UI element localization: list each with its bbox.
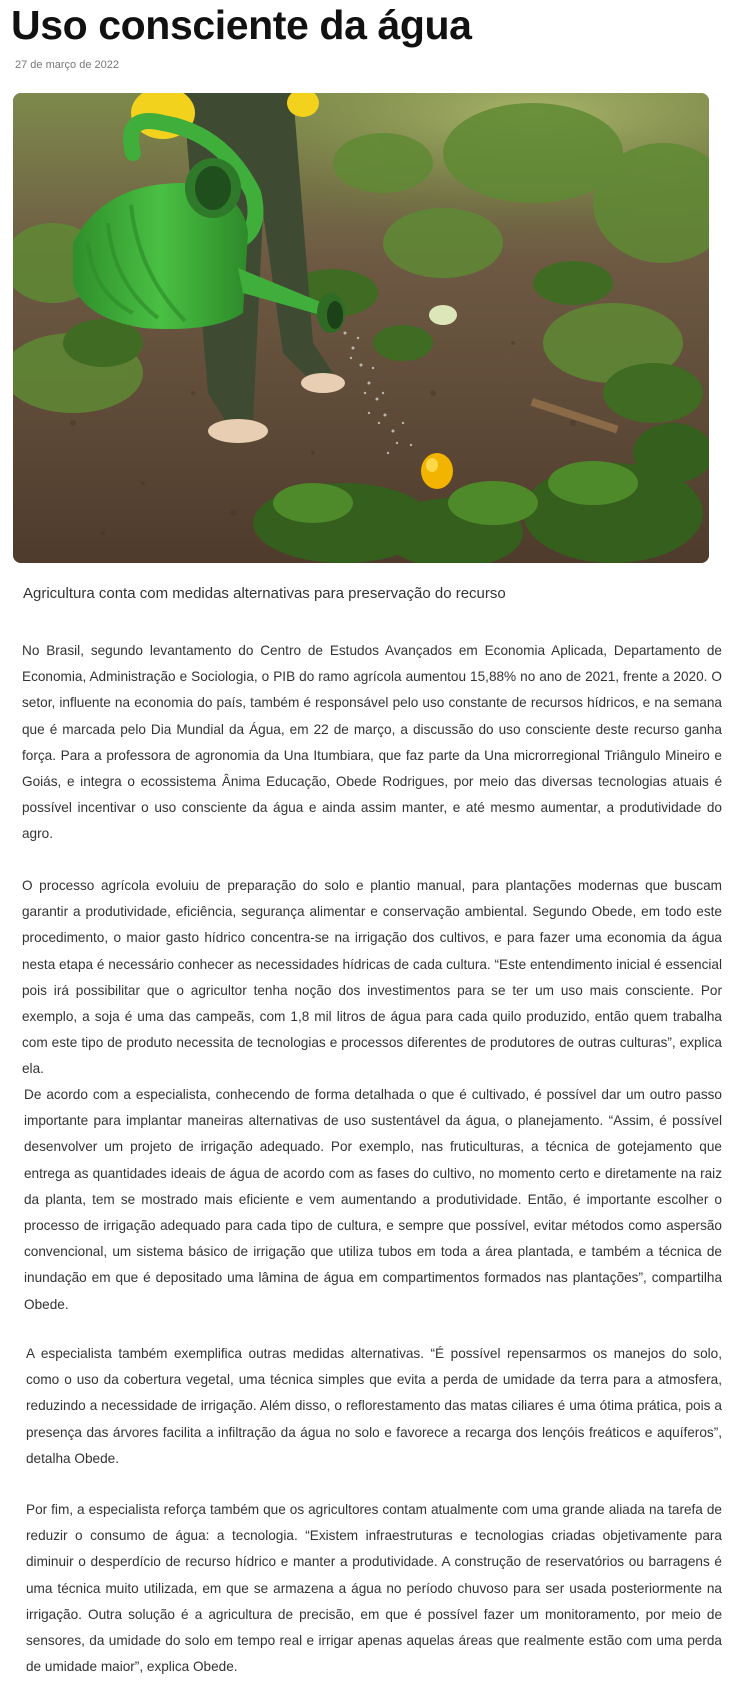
watering-plants-illustration [13,93,709,563]
article-hero-image [13,93,709,563]
article-paragraph: Por fim, a especialista reforça também que os agricultores contam atualmente com uma grande aliada na tarefa de reduzir o consumo de água: a tecnologia. “Existem infraestruturas e tecnologias criadas objetivamente para diminuir o desperdício de recurso hídrico e manter a produtividade. A construção de reservatórios ou barragens é uma técnica muito utilizada, em que se armazena a água no período chuvoso para ser usada posteriormente na irrigação. Outra solução é a agricultura de precisão, em que é possível fazer um monitoramento, por meio de sensores, da umidade do solo em tempo real e irrigar apenas aquelas áreas que realmente estão com uma perda de umidade maior”, explica Obede. [26,1502,722,1675]
article-paragraph: De acordo com a especialista, conhecendo de forma detalhada o que é cultivado, é possível dar um outro passo importante para implantar maneiras alternativas de uso sustentável da água, o planejamento. “Assim, é possível desenvolver um projeto de irrigação adequado. Por exemplo, nas fruticulturas, a técnica de gotejamento que entrega as quantidades ideais de água de acordo com as fases do cultivo, no momento certo e diretamente na raiz da planta, tem se mostrado mais eficiente e vem aumentando a produtividade. Então, é importante escolher o processo de irrigação adequado para cada tipo de cultura, e sempre que possível, evitar métodos como aspersão convencional, um sistema básico de irrigação que utiliza tubos em toda a área plantada, e também a técnica de inundação em que é depositado uma lâmina de água em compartimentos formados nas plantações”, compartilha Obede. [24,1087,722,1312]
article-paragraph: A especialista também exemplifica outras medidas alternativas. “É possível repensarmos os manejos do solo, como o uso da cobertura vegetal, uma técnica simples que evita a perda de umidade da terra para a atmosfera, reduzindo a necessidade de irrigação. Além disso, o reflorestamento das matas ciliares é uma ótima prática, pois a presença das árvores facilita a infiltração da água no solo e favorece a recarga dos lençóis freáticos e aquíferos”, detalha Obede. [26,1346,722,1466]
article-paragraph: No Brasil, segundo levantamento do Centro de Estudos Avançados em Economia Aplicada, Departamento de Economia, Administração e Sociologia, o PIB do ramo agrícola aumentou 15,88% no ano de 2021, frente a 2020. O setor, influente na economia do país, também é responsável pelo uso constante de recursos hídricos, e na semana que é marcada pelo Dia Mundial da Água, em 22 de março, a discussão do uso consciente deste recurso ganha força. Para a professora de agronomia da Una Itumbiara, que faz parte da Una microrregional Triângulo Mineiro e Goiás, e integra o ecossistema Ânima Educação, Obede Rodrigues, por meio das diversas tecnologias atuais é possível incentivar o uso consciente da água e ainda assim manter, e até mesmo aumentar, a produtividade do agro. [22,643,722,842]
article-subtitle: Agricultura conta com medidas alternativas para preservação do recurso [23,585,506,602]
article-paragraph: O processo agrícola evoluiu de preparação do solo e plantio manual, para plantações modernas que buscam garantir a produtividade, eficiência, segurança alimentar e conservação ambiental. Segundo Obede, em todo este procedimento, o maior gasto hídrico concentra-se na irrigação dos cultivos, e para fazer uma economia da água nesta etapa é necessário conhecer as necessidades hídricas de cada cultura. “Este entendimento inicial é essencial pois irá possibilitar que o agricultor tenha noção dos investimentos para se ter um uso mais consciente. Por exemplo, a soja é uma das campeãs, com 1,8 mil litros de água para cada quilo produzido, então quem trabalha com este tipo de produto necessita de tecnologias e processos diferentes de produtores de outras culturas”, explica ela. [22,878,722,1077]
article-title: Uso consciente da água [11,2,472,48]
article-date: 27 de março de 2022 [15,59,119,71]
